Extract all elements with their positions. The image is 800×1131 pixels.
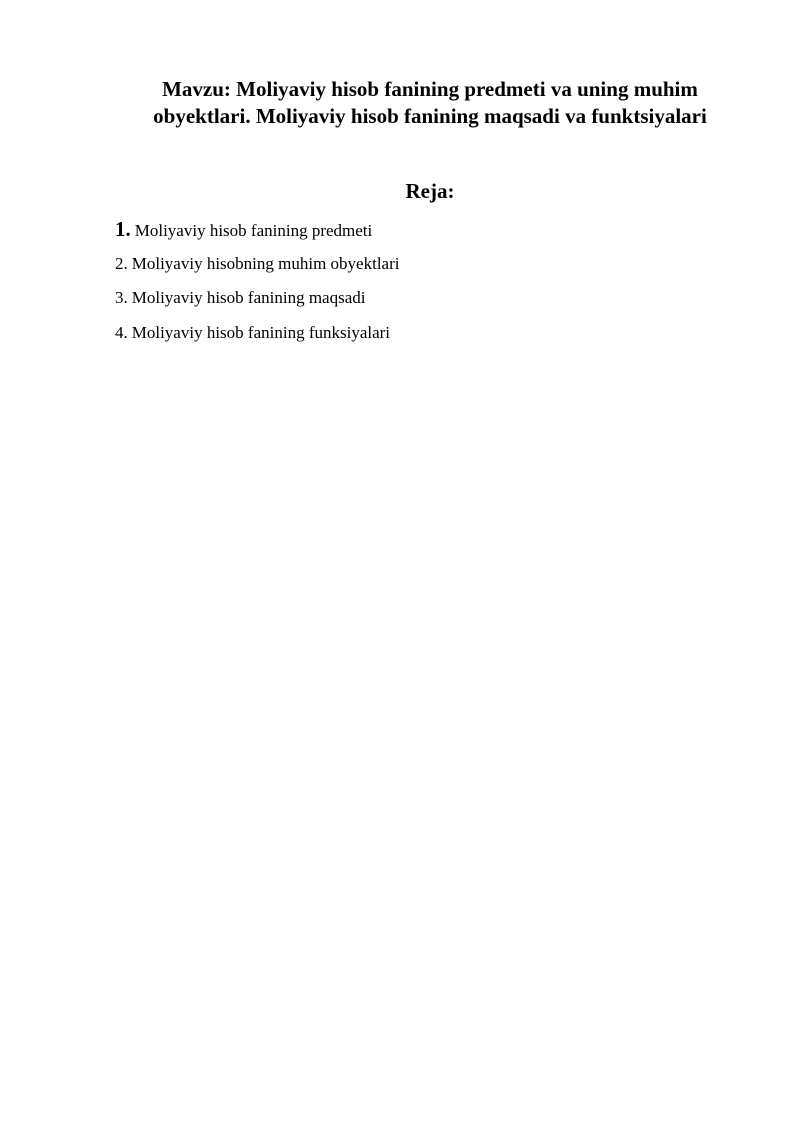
plan-item-number: 2.	[115, 253, 128, 273]
plan-item-number: 3.	[115, 288, 128, 307]
plan-item-text: Moliyaviy hisob fanining funksiyalari	[131, 322, 391, 342]
plan-heading: Reja:	[405, 179, 455, 203]
plan-item	[115, 249, 399, 284]
title-line-2: obyektlari. Moliyaviy hisob fanining maqsadi va funktsiyalari	[153, 104, 707, 128]
plan-item-text: Moliyaviy hisob fanining maqsadi	[131, 288, 366, 307]
plan-item	[115, 283, 399, 318]
plan-item-text: Moliyaviy hisob fanining predmeti	[134, 221, 373, 240]
plan-item-text: Moliyaviy hisobning muhim obyektlari	[131, 253, 400, 273]
plan-list	[115, 214, 399, 352]
title-line-1: Mavzu: Moliyaviy hisob fanining predmeti va uning muhim	[162, 77, 698, 101]
document-title	[115, 76, 745, 130]
plan-item-number: 1.	[115, 217, 131, 241]
plan-item	[115, 318, 399, 353]
plan-item-number: 4.	[115, 322, 128, 342]
plan-item	[115, 214, 399, 249]
